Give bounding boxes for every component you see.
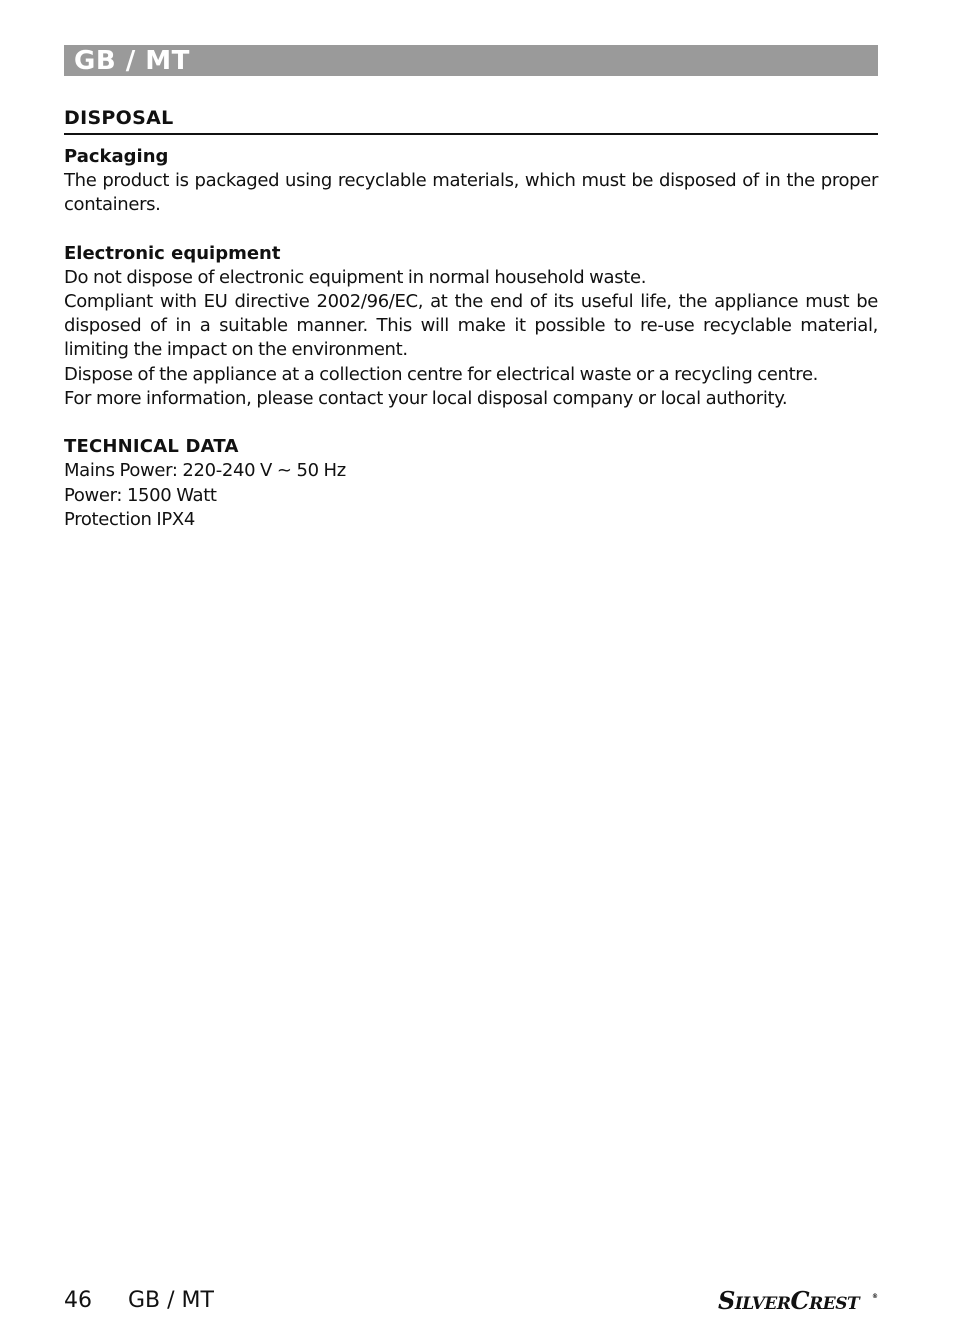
section-divider	[64, 133, 878, 135]
language-banner-label: GB / MT	[74, 46, 190, 76]
electronic-paragraph: Compliant with EU directive 2002/96/EC, at the end of its useful life, the appliance must be disposed of in a suitable manner. This will make it possible to re-use recyclable material, limiting the impact on the environment.	[64, 290, 878, 361]
silvercrest-logo	[718, 1287, 878, 1317]
technical-data-line: Protection IPX4	[64, 508, 195, 530]
page-footer	[64, 1286, 214, 1316]
electronic-equipment-subheading: Electronic equipment	[64, 242, 281, 264]
svg-text:®: ®	[872, 1293, 878, 1300]
spacer	[64, 411, 878, 435]
footer-language-label: GB / MT	[128, 1288, 214, 1313]
svg-text:SILVERCREST: SILVERCREST	[718, 1287, 860, 1315]
technical-data-line: Mains Power: 220-240 V ~ 50 Hz	[64, 460, 346, 482]
electronic-paragraph: Do not dispose of electronic equipment in normal household waste.	[64, 266, 647, 288]
language-banner	[64, 45, 878, 76]
technical-data-heading: TECHNICAL DATA	[64, 436, 239, 458]
electronic-paragraph: Dispose of the appliance at a collection centre for electrical waste or a recycling centre.	[64, 363, 819, 385]
page-number: 46	[64, 1288, 92, 1313]
technical-data-line: Power: 1500 Watt	[64, 484, 217, 506]
disposal-heading: DISPOSAL	[64, 107, 174, 129]
electronic-paragraph: For more information, please contact your local disposal company or local authority.	[64, 388, 788, 410]
packaging-subheading: Packaging	[64, 146, 169, 167]
spacer	[64, 218, 878, 242]
silvercrest-logo-mark	[718, 1287, 878, 1317]
packaging-text: The product is packaged using recyclable materials, which must be disposed of in the proper containers.	[64, 170, 878, 216]
page-content	[64, 104, 878, 532]
